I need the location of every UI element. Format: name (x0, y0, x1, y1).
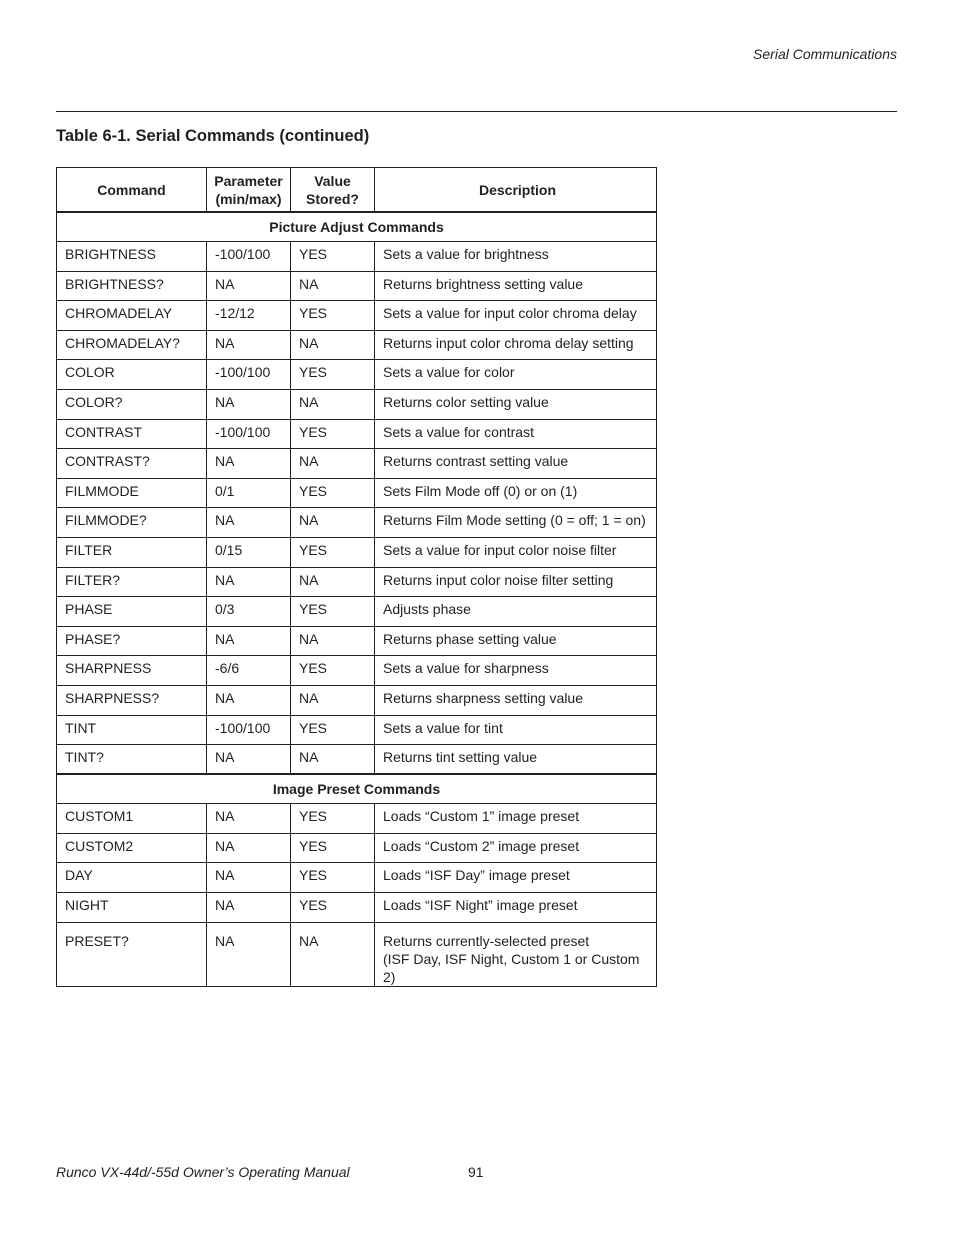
table-header-row (57, 168, 657, 213)
cell-parameter: NA (207, 567, 291, 597)
cell-command: FILMMODE (57, 478, 207, 508)
cell-command: TINT? (57, 745, 207, 775)
cell-parameter: NA (207, 833, 291, 863)
cell-value-stored: NA (291, 389, 375, 419)
section-header-row (57, 774, 657, 804)
cell-description (375, 508, 657, 538)
description-line: Loads “Custom 2” image preset (383, 837, 580, 854)
cell-value-stored: YES (291, 892, 375, 922)
cell-command: CONTRAST? (57, 449, 207, 479)
cell-parameter: NA (207, 922, 291, 986)
cell-command: SHARPNESS? (57, 685, 207, 715)
cell-parameter: NA (207, 389, 291, 419)
footer-page-number: 91 (468, 1164, 484, 1180)
description-line: Returns phase setting value (383, 630, 557, 647)
cell-value-stored: NA (291, 449, 375, 479)
cell-command: CUSTOM2 (57, 833, 207, 863)
description-line: Returns tint setting value (383, 749, 538, 766)
table-row (57, 922, 657, 986)
cell-value-stored: NA (291, 745, 375, 775)
table-row (57, 301, 657, 331)
cell-value-stored: NA (291, 271, 375, 301)
cell-parameter: -100/100 (207, 242, 291, 272)
table-row (57, 567, 657, 597)
cell-parameter: 0/3 (207, 597, 291, 627)
cell-description (375, 537, 657, 567)
cell-command: FILMMODE? (57, 508, 207, 538)
table-row (57, 715, 657, 745)
cell-command: DAY (57, 863, 207, 893)
table-row (57, 449, 657, 479)
cell-description (375, 656, 657, 686)
column-header-parameter: Parameter (min/max) (207, 168, 291, 213)
description-line: Returns color setting value (383, 393, 549, 410)
cell-parameter: NA (207, 745, 291, 775)
cell-command: PHASE (57, 597, 207, 627)
cell-command: BRIGHTNESS? (57, 271, 207, 301)
cell-description (375, 567, 657, 597)
cell-description (375, 804, 657, 834)
cell-value-stored: YES (291, 804, 375, 834)
cell-command: CUSTOM1 (57, 804, 207, 834)
cell-command: PHASE? (57, 626, 207, 656)
cell-description (375, 833, 657, 863)
running-head: Serial Communications (753, 46, 897, 62)
cell-value-stored: NA (291, 567, 375, 597)
table-row (57, 804, 657, 834)
cell-command: COLOR? (57, 389, 207, 419)
table-row (57, 656, 657, 686)
cell-command: PRESET? (57, 922, 207, 986)
cell-value-stored: YES (291, 597, 375, 627)
cell-value-stored: YES (291, 537, 375, 567)
column-header-value-stored: Value Stored? (291, 168, 375, 213)
table-body (57, 212, 657, 986)
cell-description (375, 242, 657, 272)
table-row (57, 626, 657, 656)
cell-description (375, 597, 657, 627)
description-line: Loads “ISF Night” image preset (383, 896, 578, 913)
cell-description (375, 330, 657, 360)
serial-commands-table (56, 167, 657, 987)
description-line: Returns sharpness setting value (383, 689, 583, 706)
cell-description (375, 922, 657, 986)
cell-description (375, 449, 657, 479)
table-row (57, 360, 657, 390)
cell-command: TINT (57, 715, 207, 745)
cell-value-stored: NA (291, 626, 375, 656)
description-line: Loads “Custom 1” image preset (383, 808, 580, 825)
cell-description (375, 626, 657, 656)
column-header-command: Command (57, 168, 207, 213)
footer-manual-title: Runco VX-44d/-55d Owner’s Operating Manual (56, 1164, 350, 1180)
section-title: Picture Adjust Commands (57, 212, 657, 242)
cell-value-stored: NA (291, 922, 375, 986)
cell-command: FILTER (57, 537, 207, 567)
description-line: Returns currently-selected preset (383, 932, 590, 949)
cell-parameter: NA (207, 863, 291, 893)
description-line: Returns contrast setting value (383, 453, 569, 470)
table-row (57, 863, 657, 893)
cell-value-stored: YES (291, 360, 375, 390)
description-line: (ISF Day, ISF Night, Custom 1 or Custom 2) (383, 950, 640, 985)
cell-parameter: NA (207, 892, 291, 922)
cell-command: CHROMADELAY? (57, 330, 207, 360)
cell-parameter: NA (207, 271, 291, 301)
cell-parameter: -12/12 (207, 301, 291, 331)
cell-value-stored: YES (291, 656, 375, 686)
cell-parameter: 0/1 (207, 478, 291, 508)
cell-description (375, 301, 657, 331)
table-row (57, 330, 657, 360)
table-row (57, 597, 657, 627)
table-row (57, 685, 657, 715)
cell-parameter: NA (207, 330, 291, 360)
cell-value-stored: NA (291, 685, 375, 715)
description-line: Sets a value for input color noise filter (383, 541, 617, 558)
table-row (57, 389, 657, 419)
table-row (57, 242, 657, 272)
cell-parameter: 0/15 (207, 537, 291, 567)
cell-parameter: -100/100 (207, 419, 291, 449)
table-row (57, 271, 657, 301)
column-header-description: Description (375, 168, 657, 213)
cell-parameter: -100/100 (207, 715, 291, 745)
description-line: Sets a value for tint (383, 719, 503, 736)
table-row (57, 833, 657, 863)
cell-description (375, 389, 657, 419)
description-line: Returns input color chroma delay setting (383, 334, 634, 351)
cell-description (375, 892, 657, 922)
cell-description (375, 271, 657, 301)
description-line: Sets a value for contrast (383, 423, 534, 440)
cell-value-stored: YES (291, 419, 375, 449)
description-line: Sets a value for color (383, 364, 515, 381)
cell-parameter: NA (207, 449, 291, 479)
description-line: Adjusts phase (383, 601, 471, 618)
cell-parameter: NA (207, 508, 291, 538)
cell-command: COLOR (57, 360, 207, 390)
description-line: Sets a value for brightness (383, 246, 549, 262)
table-row (57, 745, 657, 775)
cell-command: CHROMADELAY (57, 301, 207, 331)
cell-parameter: -6/6 (207, 656, 291, 686)
cell-command: BRIGHTNESS (57, 242, 207, 272)
description-line: Returns input color noise filter setting (383, 571, 614, 588)
cell-value-stored: YES (291, 478, 375, 508)
table-row (57, 478, 657, 508)
cell-value-stored: YES (291, 242, 375, 272)
cell-command: CONTRAST (57, 419, 207, 449)
description-line: Loads “ISF Day” image preset (383, 867, 570, 884)
cell-value-stored: YES (291, 833, 375, 863)
description-line: Returns Film Mode setting (0 = off; 1 = on) (383, 512, 646, 529)
cell-description (375, 745, 657, 775)
header-rule (56, 111, 897, 112)
cell-description (375, 360, 657, 390)
cell-value-stored: NA (291, 330, 375, 360)
section-header-row (57, 212, 657, 242)
table-row (57, 537, 657, 567)
cell-description (375, 419, 657, 449)
cell-value-stored: YES (291, 715, 375, 745)
cell-parameter: NA (207, 685, 291, 715)
description-line: Returns brightness setting value (383, 275, 583, 292)
cell-description (375, 863, 657, 893)
description-line: Sets a value for sharpness (383, 660, 549, 677)
cell-parameter: NA (207, 804, 291, 834)
cell-description (375, 685, 657, 715)
cell-description (375, 715, 657, 745)
table-row (57, 419, 657, 449)
table-row (57, 892, 657, 922)
cell-value-stored: YES (291, 301, 375, 331)
cell-command: FILTER? (57, 567, 207, 597)
section-title: Image Preset Commands (57, 774, 657, 804)
description-line: Sets Film Mode off (0) or on (1) (383, 482, 578, 499)
cell-command: SHARPNESS (57, 656, 207, 686)
cell-value-stored: YES (291, 863, 375, 893)
cell-command: NIGHT (57, 892, 207, 922)
cell-description (375, 478, 657, 508)
table-title: Table 6-1. Serial Commands (continued) (56, 127, 370, 145)
cell-parameter: -100/100 (207, 360, 291, 390)
description-line: Sets a value for input color chroma delay (383, 305, 637, 322)
table-row (57, 508, 657, 538)
cell-value-stored: NA (291, 508, 375, 538)
cell-parameter: NA (207, 626, 291, 656)
